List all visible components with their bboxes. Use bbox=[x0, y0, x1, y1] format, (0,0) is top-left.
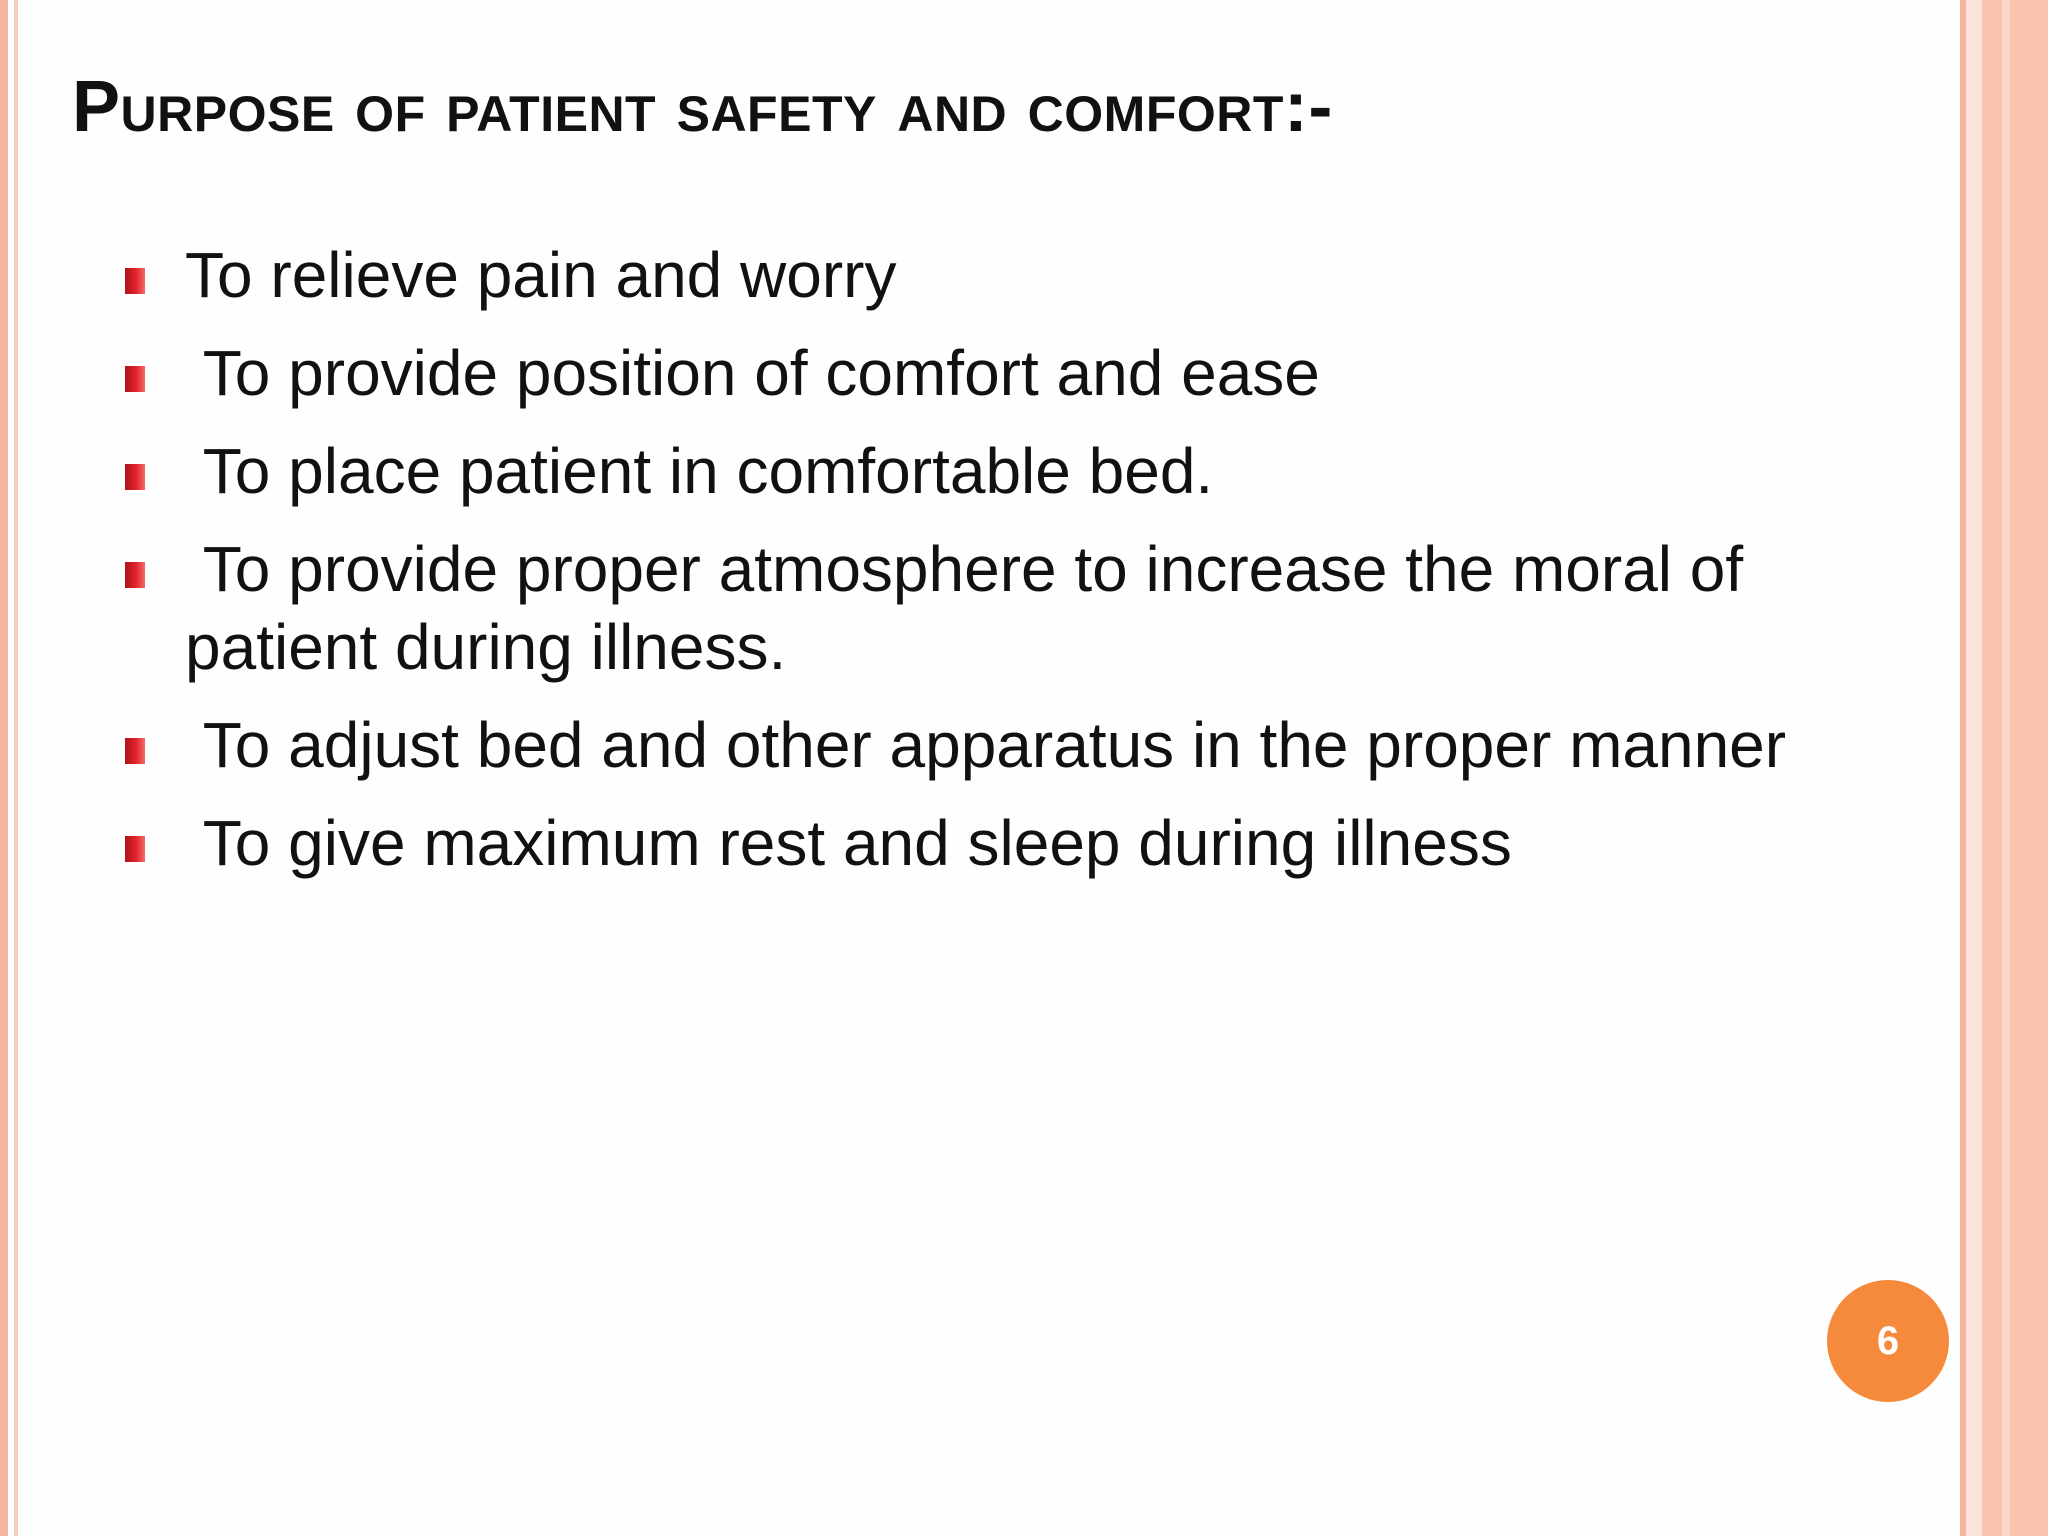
page-number-badge: 6 bbox=[1827, 1280, 1949, 1402]
right-border-stripe bbox=[2002, 0, 2010, 1536]
right-border-stripe bbox=[1966, 0, 1982, 1536]
bullet-text: To provide position of comfort and ease bbox=[185, 337, 1320, 409]
bullet-text: To relieve pain and worry bbox=[185, 239, 897, 311]
bullet-text: To provide proper atmosphere to increase the moral of patient during illness. bbox=[185, 533, 1761, 683]
bullet-text: To adjust bed and other apparatus in the proper manner bbox=[185, 709, 1787, 781]
bullet-item bbox=[125, 432, 1925, 510]
bullet-item bbox=[125, 706, 1925, 784]
slide-title: Purpose of patient safety and comfort:- bbox=[72, 67, 1333, 147]
left-border-decoration bbox=[0, 0, 8, 1536]
square-bullet-icon bbox=[125, 562, 145, 588]
bullet-item bbox=[125, 804, 1925, 882]
square-bullet-icon bbox=[125, 836, 145, 862]
bullet-text: To place patient in comfortable bed. bbox=[185, 435, 1214, 507]
square-bullet-icon bbox=[125, 464, 145, 490]
bullet-list bbox=[125, 236, 1925, 902]
bullet-item bbox=[125, 236, 1925, 314]
square-bullet-icon bbox=[125, 268, 145, 294]
right-border-stripe bbox=[1982, 0, 2002, 1536]
right-border-stripe bbox=[2010, 0, 2048, 1536]
left-border-inner-decoration bbox=[14, 0, 18, 1536]
square-bullet-icon bbox=[125, 738, 145, 764]
bullet-text: To give maximum rest and sleep during illness bbox=[185, 807, 1512, 879]
bullet-item bbox=[125, 530, 1925, 686]
bullet-item bbox=[125, 334, 1925, 412]
square-bullet-icon bbox=[125, 366, 145, 392]
